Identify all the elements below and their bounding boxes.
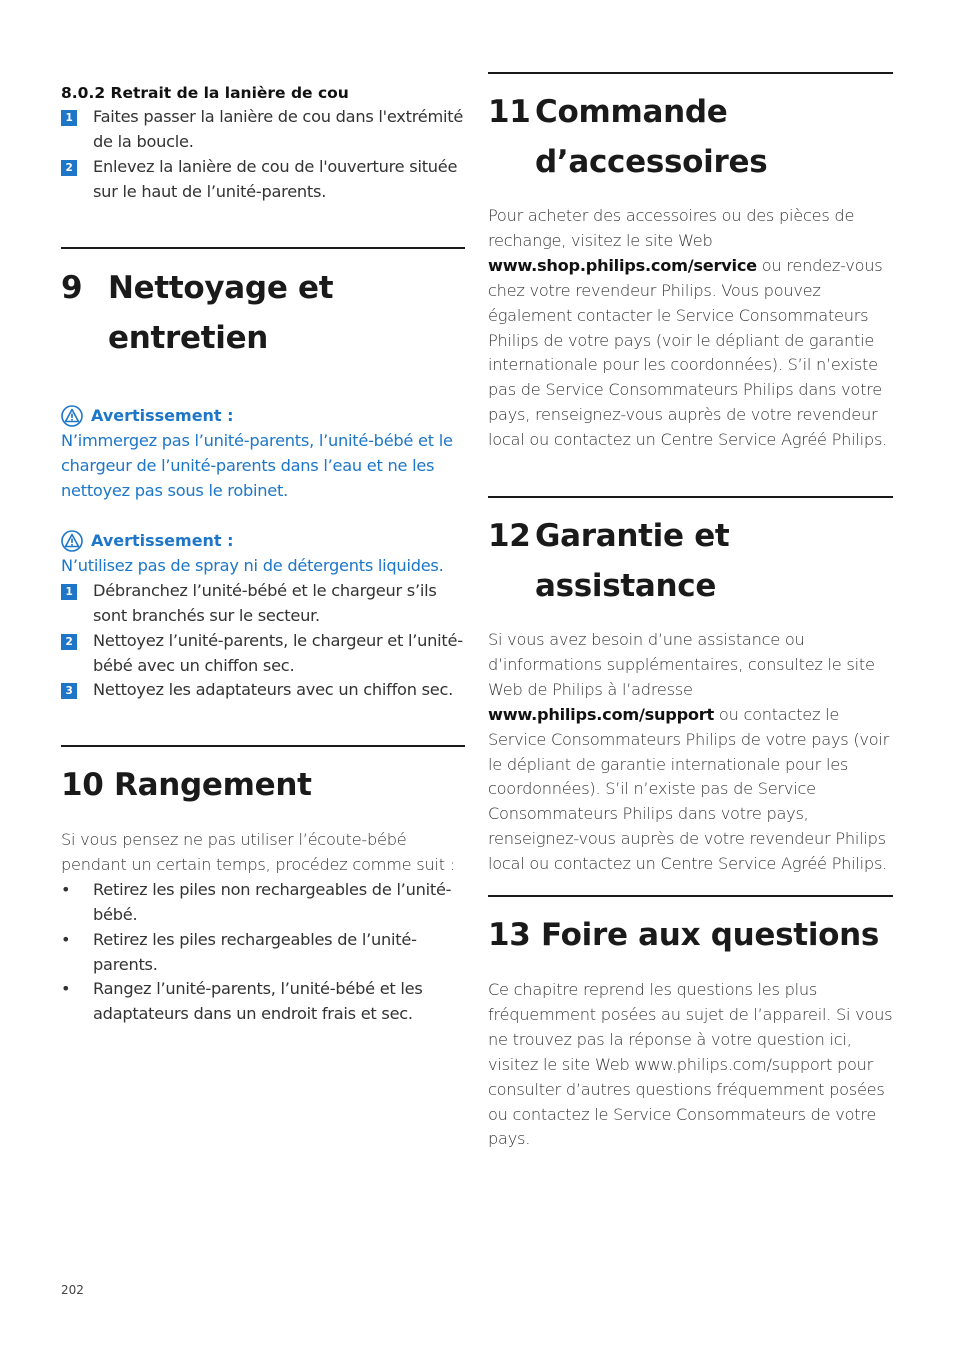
section-divider [488, 496, 893, 498]
list-item [61, 155, 465, 205]
section-title-line2: assistance [535, 568, 717, 604]
step-text: Faites passer la lanière de cou dans l'extrémité de la boucle. [93, 107, 464, 151]
section13-heading: 13 Foire aux questions [488, 917, 880, 953]
bullet-marker: • [61, 979, 71, 999]
step-text: Débranchez l’unité-bébé et le chargeur s’ils sont branchés sur le secteur. [93, 580, 437, 625]
section-divider [61, 247, 465, 249]
warning-text: N’immergez pas l’unité-parents, l’unité-bébé et le chargeur de l’unité-parents dans l’eau et ne les nettoyez pas sous le robinet. [61, 430, 453, 500]
bullet-marker: • [61, 879, 71, 899]
list-item [61, 105, 465, 155]
warning-block-1 [61, 404, 465, 504]
section10-body [61, 828, 465, 1027]
step-text: Nettoyez l’unité-parents, le chargeur et l’unité-bébé avec un chiffon sec. [93, 630, 463, 675]
step-number-badge: 3 [61, 683, 77, 699]
warning-title: Avertissement : [91, 531, 234, 550]
warning-triangle-icon [61, 405, 83, 427]
section11-heading [488, 87, 893, 187]
service-link[interactable]: www.shop.philips.com/service [488, 255, 757, 275]
section9-heading [61, 263, 465, 363]
warning-text: N’utilisez pas de spray ni de détergents liquides. [61, 555, 444, 575]
section-title-line2: entretien [108, 320, 269, 356]
section-title-line1: Commande [535, 94, 728, 130]
step-text: Enlevez la lanière de cou de l'ouverture située sur le haut de l’unité-parents. [93, 156, 458, 201]
neck-steps-list [61, 105, 465, 205]
section-number: 9 [61, 270, 83, 306]
section-title-line2: d’accessoires [535, 144, 768, 180]
list-item [61, 878, 465, 928]
list-item [61, 579, 465, 629]
support-link[interactable]: www.philips.com/support [488, 704, 715, 724]
step-number-badge: 2 [61, 634, 77, 650]
section12-heading [488, 511, 893, 611]
cleaning-steps-list [61, 579, 465, 704]
bullet-text: Retirez les piles rechargeables de l’unité-parents. [93, 929, 417, 974]
body-text: ou rendez-vous chez votre revendeur Philips. Vous pouvez également contacter le Service Consommateurs Philips de votre pays (voir le dépliant de garantie internationale pour les coordonnées). S’il n’existe pas de Service Consommateurs Philips dans votre pays, renseignez-vous auprès de votre revendeur local ou contactez un Centre Service Agréé Philips. [488, 255, 888, 450]
list-item [61, 629, 465, 679]
section11-body [488, 204, 893, 453]
step-number-badge: 2 [61, 160, 77, 176]
step-number-badge: 1 [61, 584, 77, 600]
section-divider [488, 895, 893, 897]
section-title-line1: Garantie et [535, 518, 730, 554]
warning-triangle-icon [61, 530, 83, 552]
section-title-line1: Nettoyage et [108, 270, 334, 306]
body-text: Pour acheter des accessoires ou des pièces de rechange, visitez le site Web [488, 206, 855, 250]
bullet-text: Rangez l’unité-parents, l’unité-bébé et les adaptateurs dans un endroit frais et sec. [93, 979, 423, 1024]
section-divider [61, 745, 465, 747]
section-number: 11 [488, 94, 531, 130]
page-number: 202 [61, 1283, 84, 1297]
step-number-badge: 1 [61, 110, 77, 126]
list-item [61, 977, 465, 1027]
list-item [61, 678, 465, 703]
section-number: 12 [488, 518, 531, 554]
section-intro: Si vous pensez ne pas utiliser l’écoute-bébé pendant un certain temps, procédez comme suit : [61, 830, 455, 874]
section-divider [488, 72, 893, 74]
sub-heading: 8.0.2 Retrait de la lanière de cou [61, 84, 349, 102]
bullet-marker: • [61, 929, 71, 949]
warning-title: Avertissement : [91, 406, 234, 425]
warning-block-2 [61, 529, 465, 703]
section10-heading: 10 Rangement [61, 767, 312, 803]
list-item [61, 928, 465, 978]
body-text: ou contactez le Service Consommateurs Philips de votre pays (voir le dépliant de garantie internationale pour les coordonnées). S’il n’existe pas de Service Consommateurs Philips dans votre pays, renseignez-vous auprès de votre revendeur Philips local ou contactez un Centre Service Agréé Philips. [488, 704, 890, 874]
step-text: Nettoyez les adaptateurs avec un chiffon sec. [93, 680, 454, 700]
body-text: Si vous avez besoin d’une assistance ou d’informations supplémentaires, consultez le site Web de Philips à l’adresse [488, 630, 875, 699]
section13-body: Ce chapitre reprend les questions les plus fréquemment posées au sujet de l’appareil. Si vous ne trouvez pas la réponse à votre question ici, visitez le site Web www.philips.com/support pour consulter d’autres questions fréquemment posées ou contactez le Service Consommateurs de votre pays. [488, 980, 893, 1149]
section12-body [488, 628, 893, 877]
bullet-text: Retirez les piles non rechargeables de l’unité-bébé. [93, 879, 452, 924]
